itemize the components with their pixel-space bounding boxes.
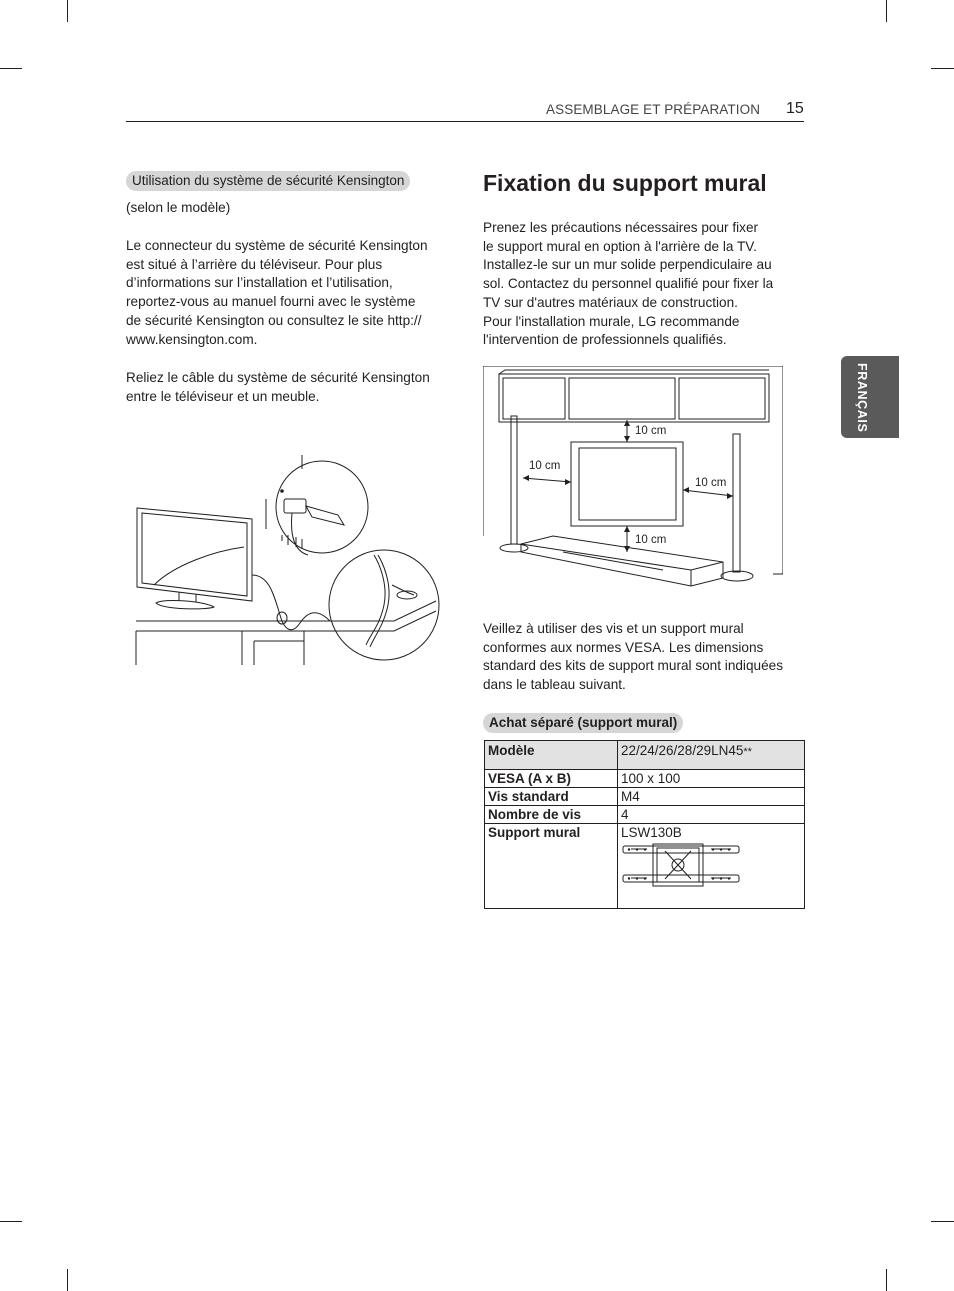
clearance-bottom-label: 10 cm (635, 534, 667, 546)
mount-value: LSW130B (621, 825, 682, 840)
crop-mark (0, 68, 22, 69)
clearance-left-label: 10 cm (529, 460, 561, 472)
crop-mark (67, 0, 68, 22)
wall-bracket-image (621, 843, 743, 889)
screw-count-value: 4 (618, 806, 805, 824)
wall-mount-clearance-diagram (483, 366, 783, 592)
clearance-right-label: 10 cm (695, 477, 727, 489)
mount-label: Support mural (485, 824, 618, 909)
model-label: Modèle (485, 741, 618, 770)
vesa-note: Veillez à utiliser des vis et un support mural conformes aux normes VESA. Les dimensions standard des kits de support mural sont indiquées dans le tableau suivant. (483, 621, 783, 693)
model-cell (618, 741, 805, 770)
language-tab (841, 356, 899, 438)
screw-value: M4 (618, 788, 805, 806)
wall-mount-purchase-badge: Achat séparé (support mural) (483, 713, 683, 733)
crop-mark (931, 1221, 954, 1222)
page-number: 15 (786, 100, 804, 117)
section-header: ASSEMBLAGE ET PRÉPARATION (546, 102, 761, 117)
model-suffix: ** (743, 746, 752, 758)
crop-mark (886, 1269, 887, 1291)
table-row (485, 806, 805, 824)
wall-mount-intro: Prenez les précautions nécessaires pour fixer le support mural en option à l'arrière de la TV. Installez-le sur un mur solide perpendiculaire au sol. Contactez du personnel qualifié pour fixer la TV sur d'autres matériaux de construction. Pour l'installation murale, LG recommande l'intervention de professionnels qualifiés. (483, 220, 774, 348)
kensington-connect-paragraph: Reliez le câble du système de sécurité Kensington entre le téléviseur et un meuble. (126, 370, 430, 404)
section-title: Fixation du support mural (483, 170, 767, 196)
table-row (485, 788, 805, 806)
kensington-illustration (134, 455, 440, 667)
clearance-top-label: 10 cm (635, 425, 667, 437)
screw-label: Vis standard (485, 788, 618, 806)
table-row (485, 770, 805, 788)
table-row (485, 824, 805, 909)
screw-count-label: Nombre de vis (485, 806, 618, 824)
mount-cell (618, 824, 805, 909)
crop-mark (67, 1269, 68, 1291)
crop-mark (886, 0, 887, 22)
header-divider (126, 121, 804, 122)
vesa-value: 100 x 100 (618, 770, 805, 788)
model-value: 22/24/26/28/29LN45 (621, 743, 744, 758)
kensington-paragraph: Le connecteur du système de sécurité Kensington est situé à l’arrière du téléviseur. Pour plus d’informations sur l’installation et l’utilisation, reportez-vous au manuel fourni avec le système de sécurité Kensington ou consultez le site http:// www.kensington.com. (126, 238, 428, 347)
crop-mark (0, 1221, 22, 1222)
language-tab-label: FRANÇAIS (855, 363, 869, 433)
wall-mount-spec-table (484, 740, 805, 909)
table-row (485, 741, 805, 770)
kensington-section-badge: Utilisation du système de sécurité Kensington (126, 171, 410, 191)
vesa-label: VESA (A x B) (485, 770, 618, 788)
crop-mark (931, 68, 954, 69)
model-note: (selon le modèle) (126, 200, 231, 215)
